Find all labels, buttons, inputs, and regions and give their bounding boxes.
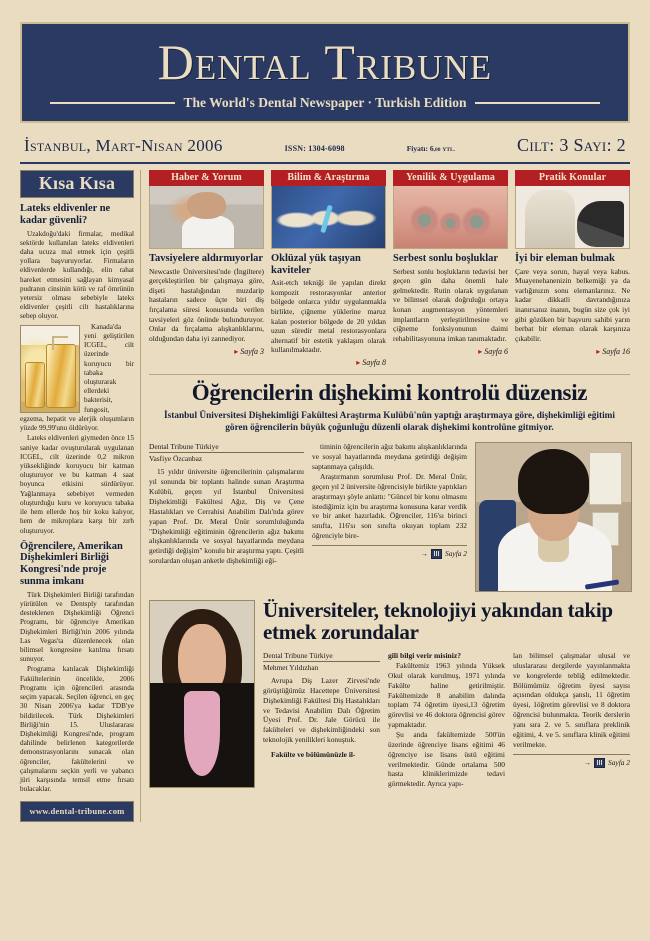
teaser-headline: Serbest sonlu boşluklar (393, 253, 499, 264)
second-jump-line[interactable] (513, 754, 630, 768)
teaser-banner: Pratik Konular (515, 170, 630, 186)
arrow-icon: ▸ (234, 346, 239, 356)
bottle-large-icon (46, 344, 76, 408)
teaser-page-label: Sayfa 3 (240, 346, 264, 356)
teaser-page-ref[interactable] (271, 358, 386, 367)
arrow-icon: ▸ (596, 346, 601, 356)
paragraph: Araştırmanın sorumlusu Prof. Dr. Meral Ünür, geçen yıl 2 üniversite öğrencisiyle birlikte yaptıkları araştırmayı şöyle anlattı: "Güncel bir konu olmasını istediğimiz için bu araştırma konusuna karar verdik ve bir anket hazırladık. Öğrenciler, 116'sı birinci sınıfta, 116'sı son sınıfta okuyan toplam 232 öğrenciyle bire- (312, 471, 467, 541)
icgel-product-photo (20, 325, 80, 413)
dentist-photo (149, 186, 264, 249)
bottle-small-icon (25, 362, 45, 408)
pump-icon (52, 336, 68, 350)
second-column-1 (263, 651, 380, 789)
teaser-body: Asit-etch tekniği ile yapılan direkt kompozit restorasyonlar anterior bölgede onlarca yıldır uygulanmakla birlikte, çiğneme yüklerine maruz kalan posterior bölgede de 20 yıldan uzun süredir metal restorasyonlara alternatif bir estetik yaklaşım olarak kullanılmaktadır. (271, 278, 386, 355)
teaser-page-label: Sayfa 16 (602, 346, 630, 356)
paragraph: 15 yıldır üniversite öğrencilerinin çalışmalarını yıl sonunda bir toplantı halinde sunan Araştırma Kulübü, geçen yıl İstanbul Üniversitesi Dişhekimliği Fakültesi Ağız, Diş ve Çene Hastalıkları ve Cerrahisi Anabilim Dalı'nda görev yapan Prof. Dr. Meral Ünür sorumluluğunda "Dişhekimliği eğitiminin öğrencilerin ağız bakımı alışkanlıklarında ve sosyal hayatlarında meydana getirdiği değişim" konulu bir araştırma yaptı. Çeşitli sorulardan oluşan anketle dişhekimliği eği- (149, 467, 304, 566)
teaser-row (149, 170, 630, 367)
teaser-banner: Yenilik & Uygulama (393, 170, 508, 186)
sidebar-item (20, 203, 134, 536)
byline-author: Vasfiye Özcanbaz (149, 454, 203, 464)
byline-author: Mehmet Yıldızhan (263, 663, 319, 673)
content-grid (20, 170, 630, 822)
second-column-3 (513, 651, 630, 789)
newspaper-title: Dental Tribune (157, 34, 493, 90)
sidebar-paragraph: Kanada'da yeni geliştirilen ICGEL, cilt üzerinde koruyucu bir tabaka oluşturarak ellerdeki bakterisit, fungosit, egzema, hepatit ve alerjik oluşumların yüzde 99,99'unu öldürüyor. (20, 322, 134, 433)
teaser-banner: Haber & Yorum (149, 170, 264, 186)
sidebar-paragraph: Uzakdoğu'daki firmalar, medikal sektörde kullanılan lateks eldivenleri daha ucuza mal etmek için çeşitli yollara başvuruyorlar. Firmaların eldivenlerde kullandığı, elin rahat hareket etmesini sağlayan kimyasal pudranın cinsinin kötü ve raf ömrünün yetersiz olması sebebiyle lateks eldivenler çeşitli cilt hastalıklarına sebep oluyor. (20, 229, 134, 321)
lead-column-photo (475, 442, 630, 592)
second-article (149, 600, 630, 789)
arrow-icon: ▸ (356, 358, 361, 368)
teaser-body: Newcastle Üniversitesi'nde (İngiltere) gerçekleştirilen bir çalışmaya göre, dişeti hastalığından muzdarip hastaların sadece üçte biri diş fırçalama süresi konusunda verilen tavsiyeleri göz önünde bulunduruyor. Onlar da fırçalama alışkanlıklarını, olduğundan daha iyi zannediyor. (149, 266, 264, 343)
teaser-divider (149, 374, 630, 375)
price-decimal: ,00 (433, 147, 441, 153)
sidebar-headline: Öğrencilere, Amerikan Dişhekimleri Birliği Kongresi'nde proje sunma imkanı (20, 540, 123, 587)
teaser-headline: İyi bir eleman bulmak (515, 253, 615, 264)
sidebar-paragraph: Türk Dişhekimleri Birliği tarafından yürütülen ve Dentsply tarafından desteklenen Dişhekimliği Öğrenci Programı, bir öğrenciye Amerikan Dişhekimleri Birliği'nin 2006 yılında Las Vegas'ta düzenlenecek olan bilimsel kongresine katılma fırsatı sunuyor. (20, 590, 134, 664)
second-columns (263, 651, 630, 789)
lead-columns (149, 442, 630, 592)
paragraph: Avrupa Diş Lazer Zirvesi'nde görüştüğümüz Hacettepe Üniversitesi Dişhekimliği Fakültesi Diş Hastalıkları ve Tedavisi Anabilim Dalı Öğretim Üyesi Prof. Dr. Jale Görücü ile fakülteleri ve dişhekimliğindeki son teknolojik yenilikleri konuştuk. (263, 676, 380, 745)
receptionist-photo (515, 186, 630, 249)
continuation-icon (594, 758, 605, 768)
masthead-subtitle-row (32, 95, 618, 111)
continuation-icon (431, 549, 442, 559)
teaser-haber-yorum[interactable] (149, 170, 264, 367)
arrow-icon: ▸ (478, 346, 483, 356)
lead-headline: Öğrencilerin dişhekimi kontrolü düzensiz (191, 380, 588, 406)
arrow-right-icon: → (583, 758, 592, 768)
rule-left (50, 102, 175, 104)
teaser-page-label: Sayfa 8 (362, 358, 386, 368)
teaser-pratik-konular[interactable] (515, 170, 630, 367)
masthead (20, 22, 630, 123)
rule-right (475, 102, 600, 104)
teaser-headline: Tavsiyelere aldırmıyorlar (149, 253, 264, 264)
teeth-photo (271, 186, 386, 249)
paragraph: lan bilimsel çalışmalar ulusal ve uluslararası dergilerde yayınlanmakta ve kongrelerde tebliğ edilmektedir. Bölümümüz öğretim üyesi sayısı açısından oldukça şanslı, 11 öğretim üyesi, 1öğretim görevlisi ve 8 doktora öğrencisi bulunmakta. Teorik derslerin yanı sıra 2. ve 5. sınıflara preklinik eğitimi, 4. ve 5. sınıflara klinik eğitimi verilmekte. (513, 651, 630, 749)
price-currency: YTL. (442, 147, 456, 153)
teaser-body: Çare veya sorun, hayal veya kabus. Muayenehanenizin belkemiği ya da varlığınızın sonu elemanlarınız. Ne kadar dikkatli davrandığınıza inanırsanız inanın, bugün size çok iyi gibi gözüken bir başvuru sahibi yarın berbat bir eleman olarak karşınıza çıkabilir. (515, 266, 630, 343)
sidebar-paragraph: Lateks eldivenleri giymeden önce 15 saniye kadar ovuşturularak uygulanan ICGEL, cilt üzerinde 0,2 mikron yüksekliğinde koruyucu bir katman oluşturuyor ve bu katman 4 saat boyunca etkisini sürdürüyor. Yağlanmaya sebebiyet vermeden oluşturduğu kuru ve koruyucu tabaka ile hem ellerde hoş bir koku kalıyor, hem de mikroplara karşı bir zırh oluşturuyor. (20, 434, 134, 535)
implant-photo (393, 186, 508, 249)
lead-deck: İstanbul Üniversitesi Dişhekimliği Fakültesi Araştırma Kulübü'nün yaptığı araştırmaya göre, dişhekimliği eğitimi gören öğrencilerin büyük çoğunluğu düzenli olarak dişhekimi kontrolüne gitmiyor. (163, 410, 616, 433)
sidebar-body (20, 230, 134, 536)
byline-organization: Dental Tribune Türkiye (149, 442, 304, 453)
sidebar-kisa-kisa (20, 170, 141, 822)
teaser-bilim-arastirma[interactable] (271, 170, 386, 367)
main-area (149, 170, 630, 822)
jump-page-label: Sayfa 2 (608, 758, 630, 768)
newspaper-front-page (0, 22, 650, 941)
jump-page-label: Sayfa 2 (445, 549, 467, 559)
question-lead: Fakülte ve bölümünüzle il- (271, 750, 356, 760)
sidebar-body (20, 591, 134, 795)
masthead-subtitle: The World's Dental Newspaper · Turkish Edition (183, 95, 467, 110)
teaser-headline: Oklüzal yük taşıyan kaviteler (271, 253, 361, 276)
website-banner[interactable]: www.dental-tribune.com (20, 801, 134, 822)
teaser-page-label: Sayfa 6 (484, 346, 508, 356)
lead-body-text (149, 467, 304, 565)
sidebar-item (20, 541, 134, 795)
header-divider (20, 162, 630, 164)
lead-column-1 (149, 442, 304, 592)
volume-issue: Cilt: 3 Sayı: 2 (517, 135, 626, 155)
issn-number: ISSN: 1304-6098 (284, 144, 345, 153)
second-column-2 (388, 651, 505, 789)
arrow-right-icon: → (420, 549, 429, 559)
price-label (407, 144, 455, 153)
teaser-banner: Bilim & Araştırma (271, 170, 386, 186)
teaser-page-ref[interactable] (393, 347, 508, 356)
question-continuation: gili bilgi verir misiniz? (388, 651, 462, 661)
price-amount: Fiyatı: 6 (406, 144, 434, 153)
sidebar-headline: Lateks eldivenler ne kadar güvenli? (20, 203, 111, 226)
sidebar-paragraph: Programa katılacak Dişhekimliği Fakültelerinin öncelikle, 2006 Programı için öğrencileri arasında seçim yapacak. Seçilen öğrenci, en geç 30 Nisan 2006'ya kadar TDB'ye bildirilecek. Türk Dişhekimleri Birliği'nin 15. Uluslararası Dişhekimliği Kongresi'nde, program dahilinde belirlenen kategorilerde demonstrasyonlarını sunacak olan öğrenciler, fakültelerini ve çalışmalarını seçkin yerli ve yabancı jüri karşısında temsil etme fırsatı bulacaklar. (20, 665, 134, 794)
lead-jump-line[interactable] (312, 545, 467, 559)
teaser-page-ref[interactable] (149, 347, 264, 356)
publication-date: İstanbul, Mart-Nisan 2006 (24, 136, 223, 155)
hair-icon (518, 449, 589, 514)
lead-body-text (312, 442, 467, 540)
paragraph: Fakültemiz 1963 yılında Yüksek Okul olarak kurulmuş, 1971 yılında Fakülte haline getirilmiştir. Fakültemizde 8 anabilim dalında toplam 74 öğretim üyesi,13 öğretim görevlisi ve 46 doktora öğrencisi görev yapmaktadır. (388, 661, 505, 730)
teaser-page-ref[interactable] (515, 347, 630, 356)
paragraph: Şu anda fakültemizde 500'ün üzerinde öğrenciye lisans eğitimi 46 öğrenciye ise lisans üstü eğitimi verilmektedir. Günde ortalama 500 hasta kliniklerimizde tedavi görmektedir. Ayrıca yapı- (388, 730, 505, 789)
sidebar-banner: Kısa Kısa (20, 170, 134, 198)
info-bar (20, 135, 630, 162)
wall-note-icon (589, 452, 622, 504)
lead-article (149, 381, 630, 592)
lead-column-2 (312, 442, 467, 592)
female-dentist-photo (475, 442, 632, 592)
second-body-text (388, 661, 505, 789)
blouse-icon (184, 691, 219, 777)
teaser-body: Serbest sonlu boşlukların tedavisi her geçen gün daha önemli hale gelmektedir. Rutin olarak uygulanan ve bilimsel olarak doğruluğu ortaya konan augmentasyon yöntemleri implantların yerleştirilmesine ve çiğneme fonksiyonunun daimi rehabilitasyonuna imkan tanımaktadır. (393, 266, 508, 343)
second-body-text (513, 651, 630, 749)
female-professor-photo (149, 600, 255, 788)
teaser-yenilik-uygulama[interactable] (393, 170, 508, 367)
second-article-content (263, 600, 630, 789)
paragraph: timinin öğrencilerin ağız bakımı alışkanlıklarında ve sosyal hayatlarında meydana getirdiği değişim saptanmaya çalışıldı. (312, 442, 467, 472)
second-headline: Üniversiteler, teknolojiyi yakından takip etmek zorundalar (263, 598, 613, 645)
second-body-text (263, 676, 380, 760)
byline-organization: Dental Tribune Türkiye (263, 651, 380, 662)
